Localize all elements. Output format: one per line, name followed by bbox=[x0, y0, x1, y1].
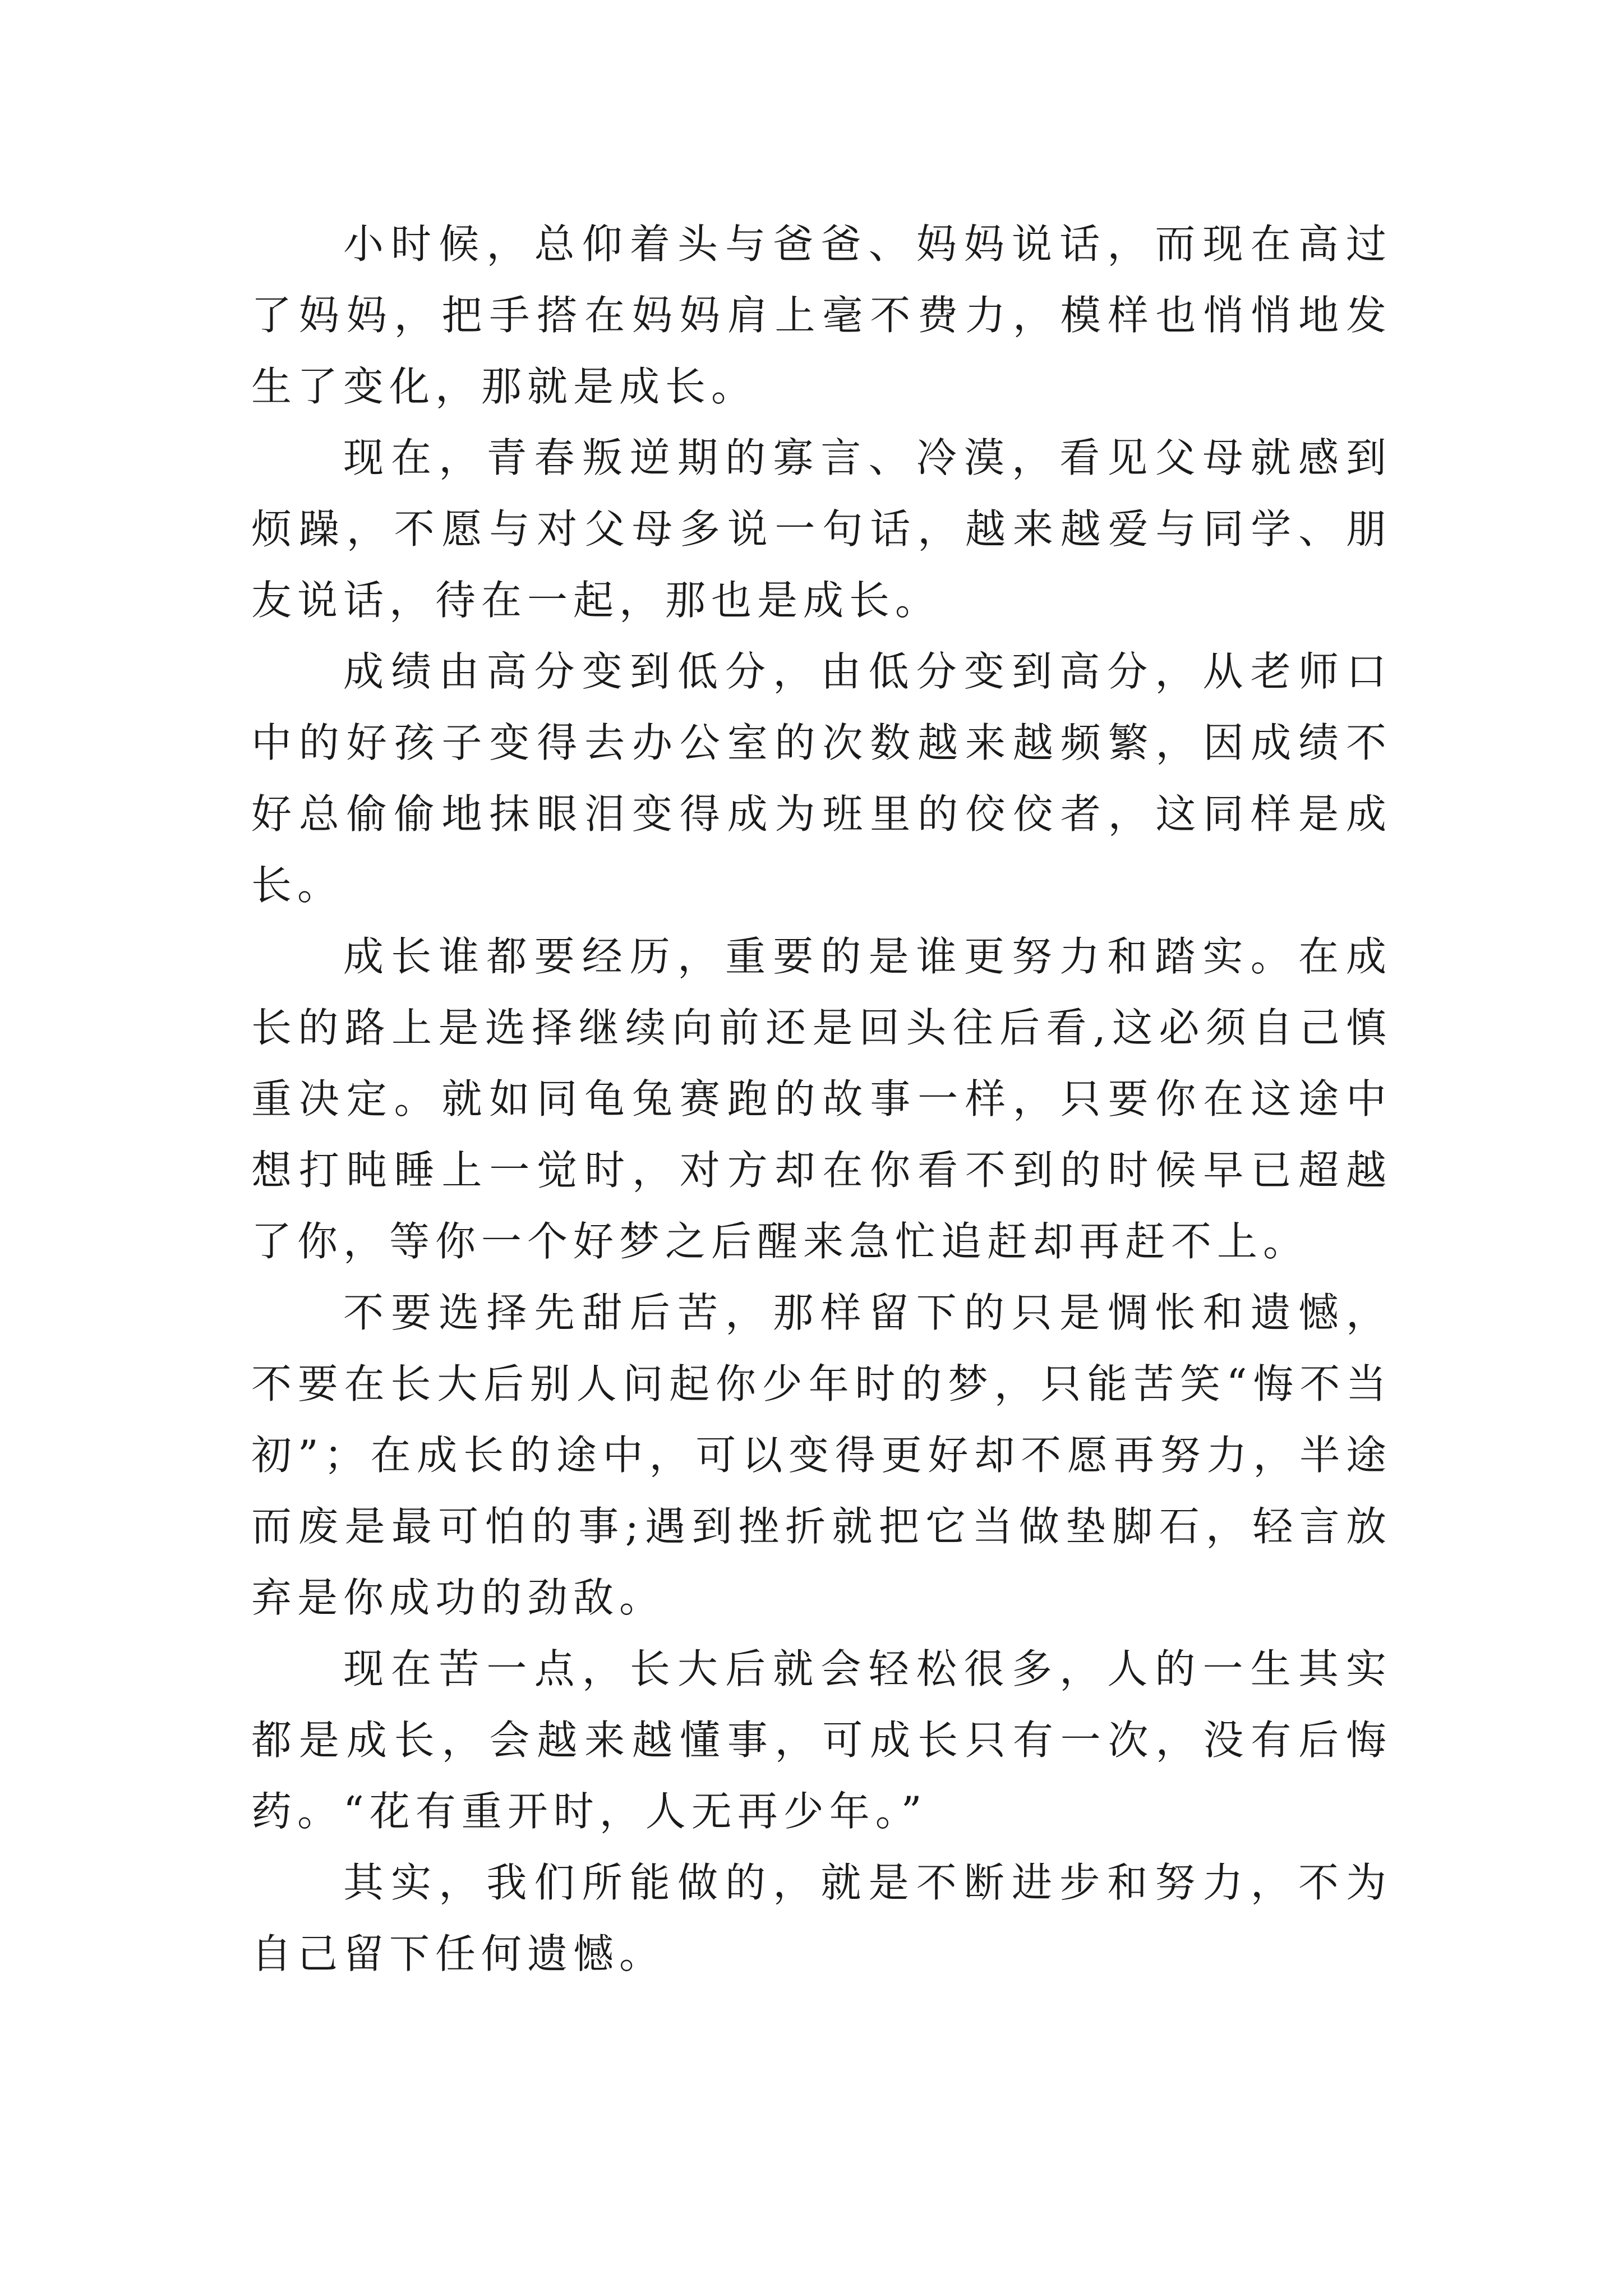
document-body bbox=[251, 209, 1392, 1990]
paragraph-4: 成长谁都要经历，重要的是谁更努力和踏实。在成长的路上是选择继续向前还是回头往后看,这必须自己慎重决定。就如同龟兔赛跑的故事一样，只要你在这途中想打盹睡上一觉时，对方却在你看不到的时候早已超越了你，等你一个好梦之后醒来急忙追赶却再赶不上。 bbox=[251, 933, 1392, 1265]
paragraph-1: 小时候，总仰着头与爸爸、妈妈说话，而现在高过了妈妈，把手搭在妈妈肩上毫不费力，模样也悄悄地发生了变化，那就是成长。 bbox=[251, 220, 1392, 410]
paragraph-3: 成绩由高分变到低分，由低分变到高分，从老师口中的好孩子变得去办公室的次数越来越频繁，因成绩不好总偷偷地抹眼泪变得成为班里的佼佼者，这同样是成长。 bbox=[251, 648, 1392, 909]
paragraph-6: 现在苦一点，长大后就会轻松很多，人的一生其实都是成长，会越来越懂事，可成长只有一次，没有后悔药。“花有重开时，人无再少年。” bbox=[251, 1645, 1392, 1835]
paragraph-2: 现在，青春叛逆期的寡言、冷漠，看见父母就感到烦躁，不愿与对父母多说一句话，越来越爱与同学、朋友说话，待在一起，那也是成长。 bbox=[251, 434, 1392, 624]
paragraph-5: 不要选择先甜后苦，那样留下的只是惆怅和遗憾，不要在长大后别人问起你少年时的梦，只能苦笑“悔不当初”；在成长的途中，可以变得更好却不愿再努力，半途而废是最可怕的事;遇到挫折就把它当做垫脚石，轻言放弃是你成功的劲敌。 bbox=[251, 1289, 1392, 1621]
paragraph-7: 其实，我们所能做的，就是不断进步和努力，不为自己留下任何遗憾。 bbox=[251, 1859, 1392, 1977]
